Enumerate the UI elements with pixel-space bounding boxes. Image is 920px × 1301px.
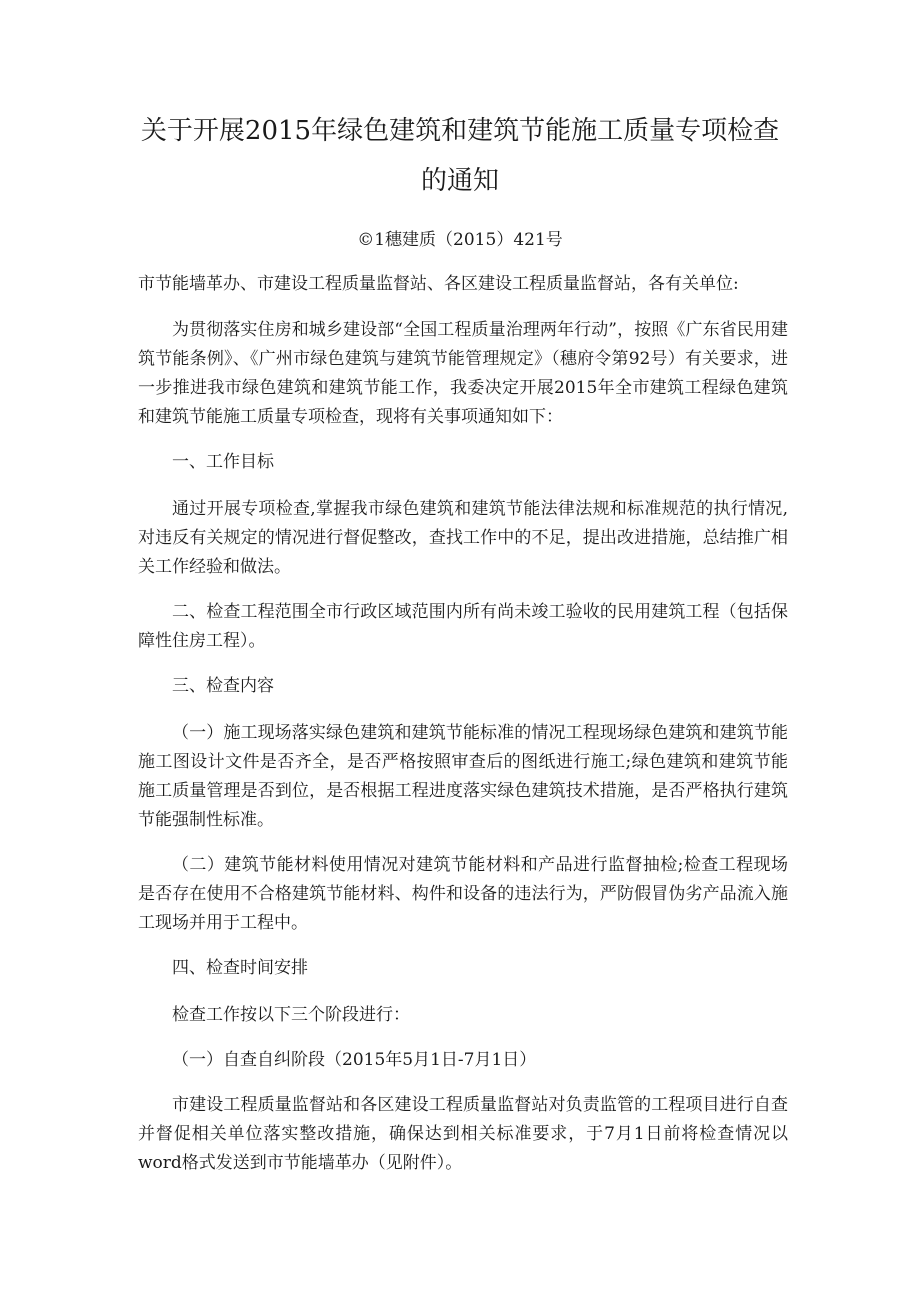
section-heading-inspection-content: 三、检查内容 — [172, 676, 274, 696]
document-number: ©1穗建质（2015）421号 — [357, 230, 563, 250]
work-goal-paragraph: 通过开展专项检查,掌握我市绿色建筑和建筑节能法律法规和标准规范的执行情况,对违反有关规定的情况进行督促整改，查找工作中的不足，提出改进措施，总结推广相关工作经验和做法。 — [138, 499, 788, 577]
document-title-line-2: 的通知 — [420, 166, 499, 196]
schedule-phase-1-heading: （一）自查自纠阶段（2015年5月1日-7月1日） — [172, 1050, 537, 1070]
addressee-line: 市节能墙革办、市建设工程质量监督站、各区建设工程质量监督站，各有关单位: — [138, 274, 739, 294]
intro-paragraph: 为贯彻落实住房和城乡建设部“全国工程质量治理两年行动”，按照《广东省民用建筑节能条例》、《广州市绿色建筑与建筑节能管理规定》（穗府令第92号）有关要求，进一步推进我市绿色建筑和建筑节能工作，我委决定开展2015年全市建筑工程绿色建筑和建筑节能施工质量专项检查，现将有关事项通知如下： — [138, 320, 788, 427]
document-title-line-1: 关于开展2015年绿色建筑和建筑节能施工质量专项检查 — [140, 116, 780, 146]
section-heading-work-goal: 一、工作目标 — [172, 452, 274, 472]
schedule-intro-paragraph: 检查工作按以下三个阶段进行： — [172, 1005, 410, 1025]
document-body — [138, 316, 788, 1194]
inspection-scope-paragraph: 二、检查工程范围全市行政区域范围内所有尚未竣工验收的民用建筑工程（包括保障性住房工程）。 — [138, 602, 788, 651]
inspection-content-item-2: （二）建筑节能材料使用情况对建筑节能材料和产品进行监督抽检;检查工程现场是否存在使用不合格建筑节能材料、构件和设备的违法行为，严防假冒伪劣产品流入施工现场并用于工程中。 — [138, 855, 788, 933]
section-heading-schedule: 四、检查时间安排 — [172, 958, 308, 978]
inspection-content-item-1: （一）施工现场落实绿色建筑和建筑节能标准的情况工程现场绿色建筑和建筑节能施工图设计文件是否齐全，是否严格按照审查后的图纸进行施工;绿色建筑和建筑节能施工质量管理是否到位，是否根据工程进度落实绿色建筑技术措施，是否严格执行建筑节能强制性标准。 — [138, 723, 788, 830]
schedule-phase-1-paragraph: 市建设工程质量监督站和各区建设工程质量监督站对负责监管的工程项目进行自查并督促相关单位落实整改措施，确保达到相关标准要求，于7月1日前将检查情况以word格式发送到市节能墙革办（见附件）。 — [138, 1095, 788, 1173]
